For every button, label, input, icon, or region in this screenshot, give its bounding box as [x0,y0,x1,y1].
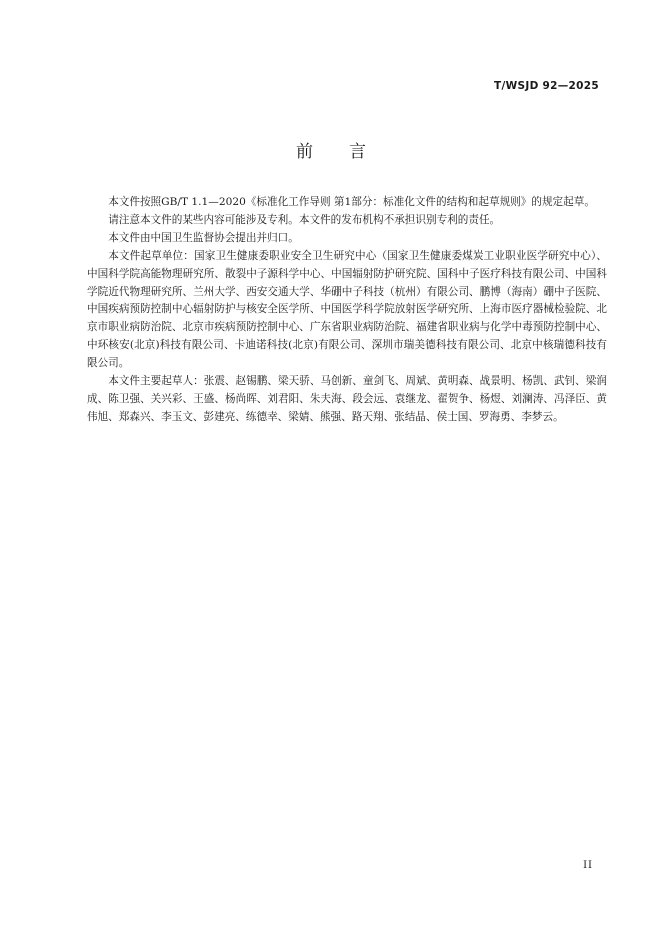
page-title: 前言 [296,142,402,162]
paragraph-patent-notice: 请注意本文件的某些内容可能涉及专利。本文件的发布机构不承担识别专利的责任。 [108,213,501,226]
standard-number: T/WSJD 92—2025 [494,80,599,92]
foreword-body [87,194,607,427]
paragraph-drafters: 本文件主要起草人：张震、赵锡鹏、梁天骄、马创新、童剑飞、周斌、黄明森、战景明、杨凯、武钊、梁润成、陈卫强、关兴彩、王盛、杨尚晖、刘君阳、朱夫海、段会远、袁继龙、翟贺争、杨煜、刘澜涛、冯泽臣、黄伟旭、郑森兴、李玉文、彭建亮、练德幸、梁婧、熊强、路天翔、张结晶、侯士国、罗海勇、李梦云。 [87,375,607,423]
paragraph-drafting-units: 本文件起草单位：国家卫生健康委职业安全卫生研究中心（国家卫生健康委煤炭工业职业医学研究中心）、中国科学院高能物理研究所、散裂中子源科学中心、中国辐射防护研究院、国科中子医疗科技有限公司、中国科学院近代物理研究所、兰州大学、西安交通大学、华硼中子科技（杭州）有限公司、鹏博（海南）硼中子医院、中国疾病预防控制中心辐射防护与核安全医学所、中国医学科学院放射医学研究所、上海市医疗器械检验院、北京市职业病防治院、北京市疾病预防控制中心、广东省职业病防治院、福建省职业病与化学中毒预防控制中心、中环核安(北京)科技有限公司、卡迪诺科技(北京)有限公司、深圳市瑞美德科技有限公司、北京中核瑞德科技有限公司。 [87,249,607,370]
paragraph-proposer: 本文件由中国卫生监督协会提出并归口。 [108,231,299,244]
page-number: II [583,860,593,871]
paragraph-drafting-rules: 本文件按照GB/T 1.1—2020《标准化工作导则 第1部分：标准化文件的结构和起草规则》的规定起草。 [108,196,595,208]
